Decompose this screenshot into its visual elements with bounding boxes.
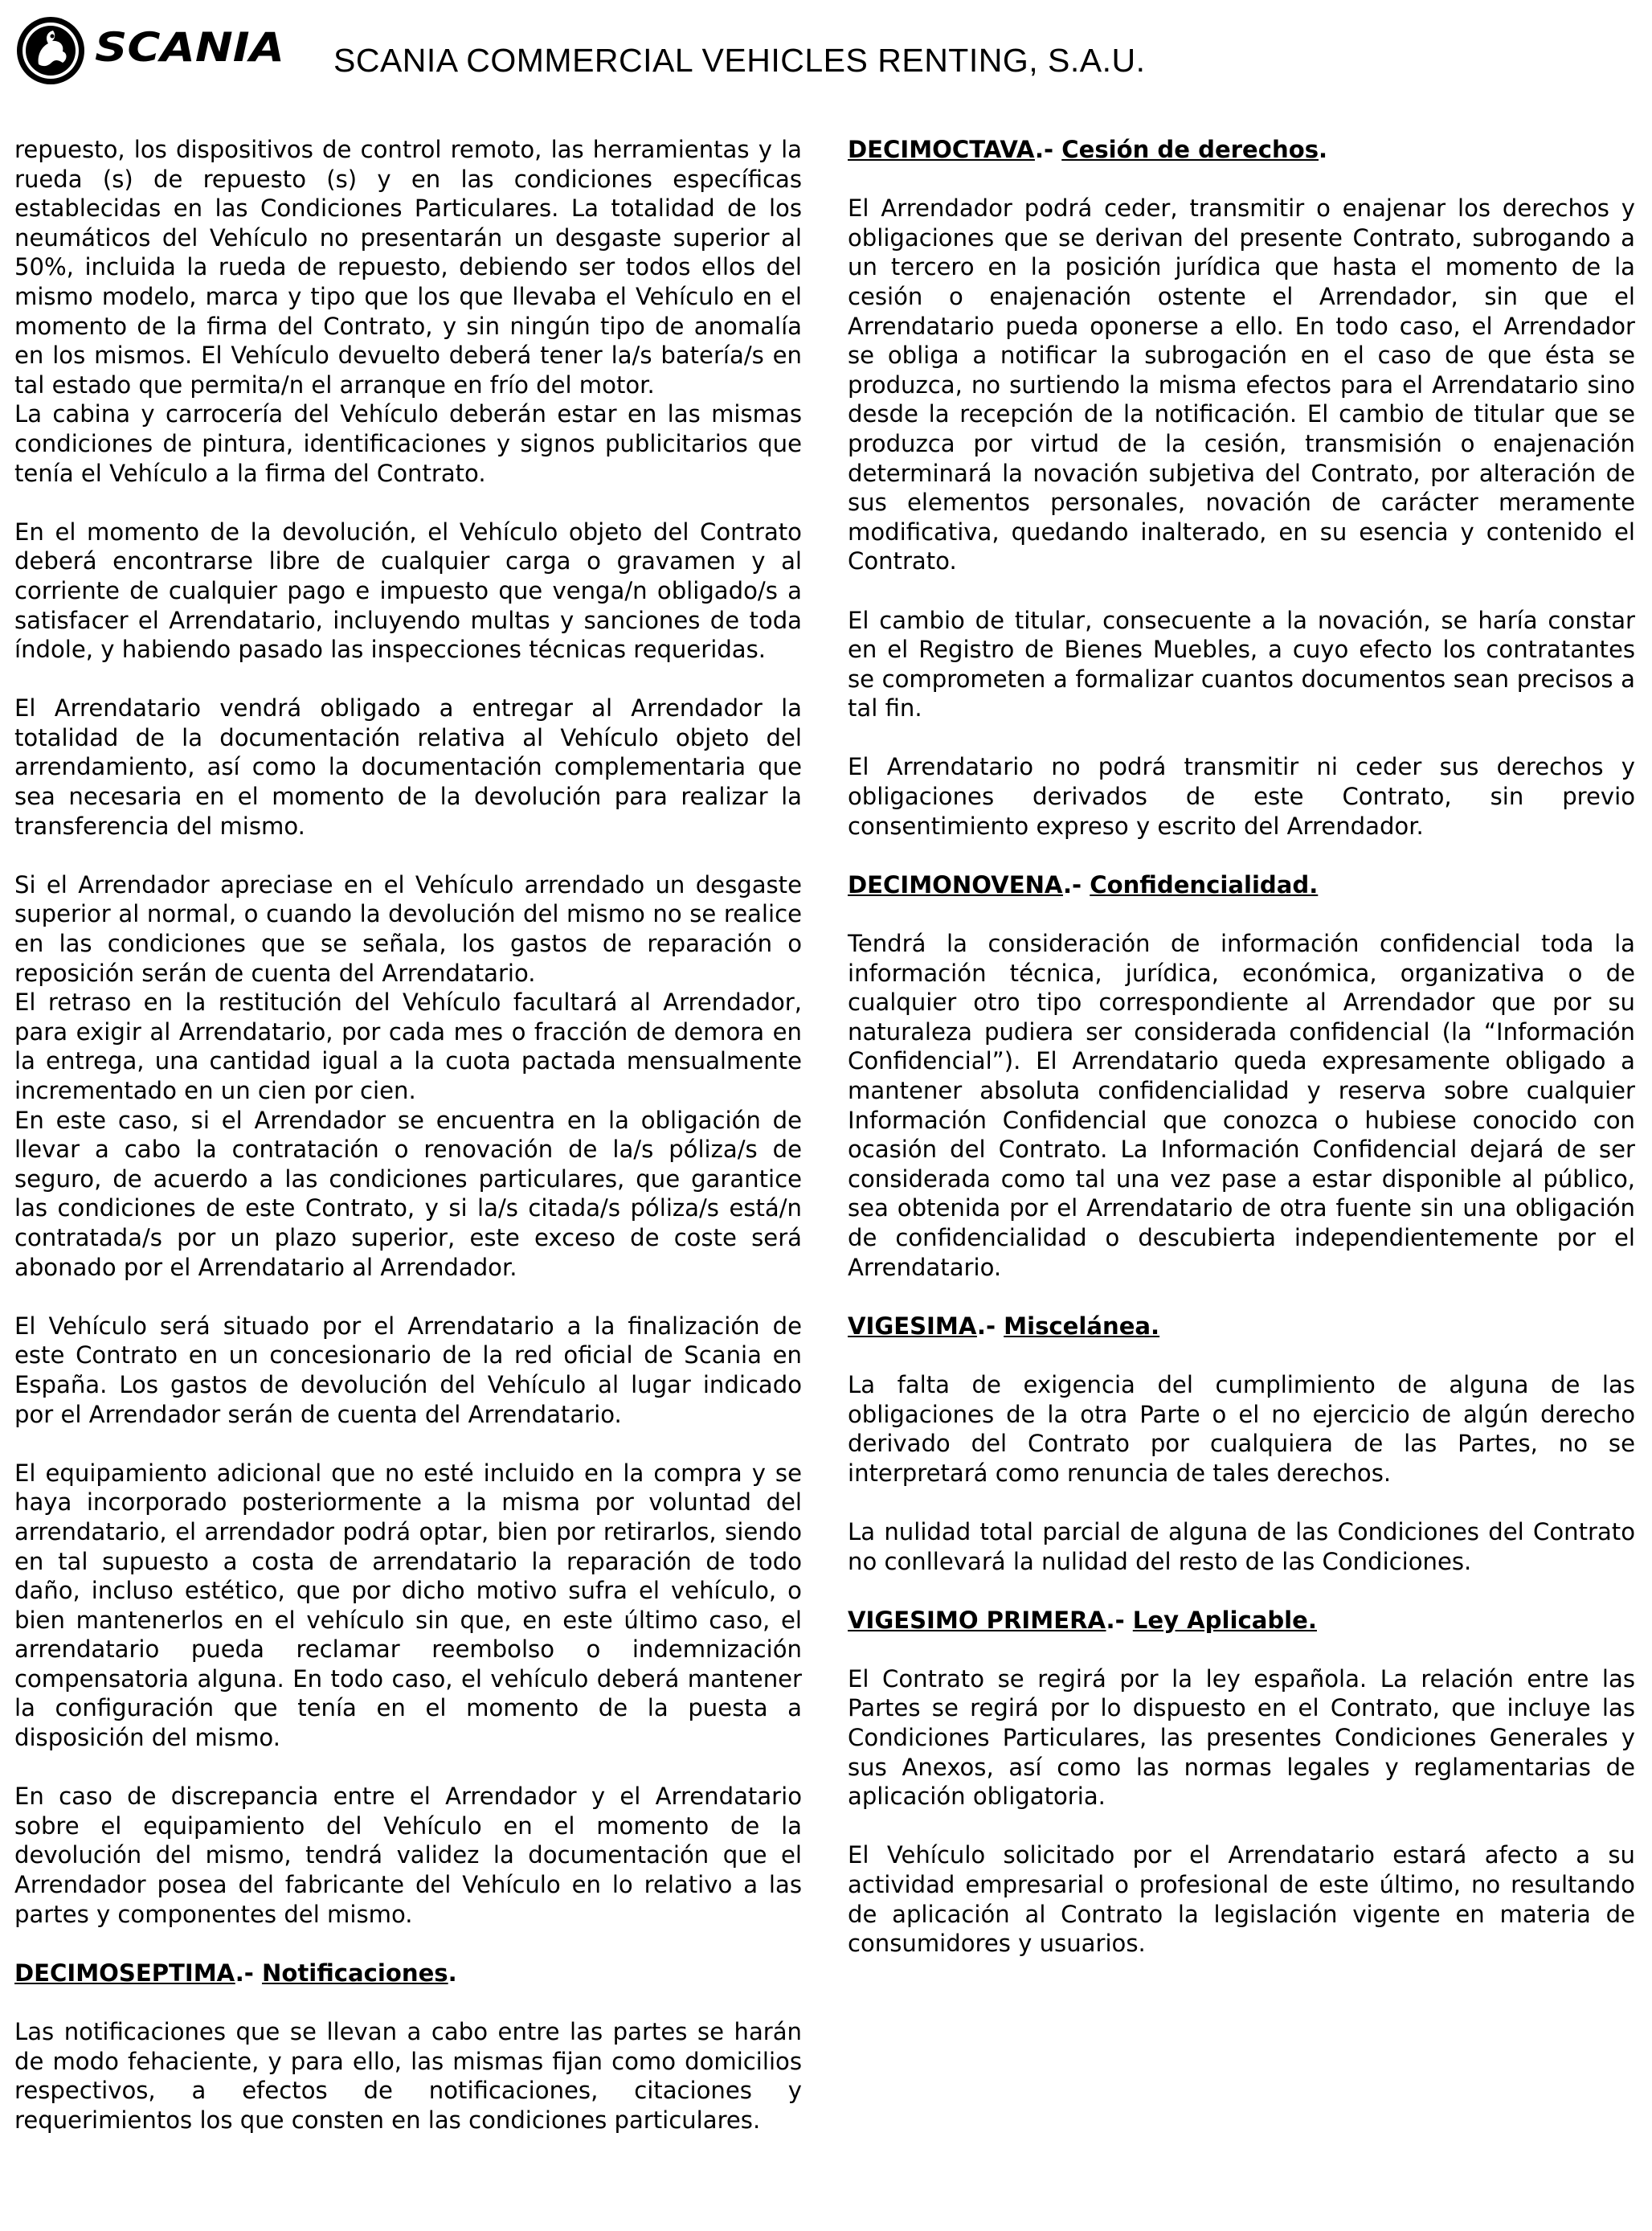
paragraph: Tendrá la consideración de información confidencial toda la información técnica, jurídica, económica, organizativa o de cualquier otro tipo correspondiente al Arrendador que por su naturaleza pudiera ser considerada confidencial (la “Información Confidencial”). El Arrendatario queda expresamente obligado a mantener absoluta confidencialidad y reserva sobre cualquier Información Confidencial que conozca o hubiese conocido con ocasión del Contrato. La Información Confidencial dejará de ser considerada como tal una vez pase a estar disponible al público, sea obtenida por el Arrendatario de otra fuente sin una obligación de confidencialidad o descubierta independientemente por el Arrendatario. <box>848 930 1635 1281</box>
paragraph: En el momento de la devolución, el Vehículo objeto del Contrato deberá encontrarse libre de cualquier carga o gravamen y al corriente de cualquier pago e impuesto que venga/n obligado/s a satisfacer el Arrendatario, incluyendo multas y sanciones de toda índole, y habiendo pasado las inspecciones técnicas requeridas. <box>14 518 802 664</box>
scania-griffin-emblem-icon <box>14 14 87 87</box>
paragraph: En este caso, si el Arrendador se encuentra en la obligación de llevar a cabo la contratación o renovación de la/s póliza/s de seguro, de acuerdo a las condiciones particulares, que garantice las condiciones de este Contrato, y si la/s citada/s póliza/s está/n contratada/s por un plazo superior, este exceso de coste será abonado por el Arrendatario al Arrendador. <box>14 1106 802 1281</box>
left-column <box>14 135 802 2164</box>
paragraph: La falta de exigencia del cumplimiento de alguna de las obligaciones de la otra Parte o el no ejercicio de algún derecho derivado del Contrato por cualquiera de las Partes, no se interpretará como renuncia de tales derechos. <box>848 1370 1635 1487</box>
paragraph: El Arrendador podrá ceder, transmitir o enajenar los derechos y obligaciones que se derivan del presente Contrato, subrogando a un tercero en la posición jurídica que hasta el momento de la cesión o enajenación ostente el Arrendador, sin que el Arrendatario pueda oponerse a ello. En todo caso, el Arrendador se obliga a notificar la subrogación en el caso de que ésta se produzca, no surtiendo la misma efectos para el Arrendatario sino desde la recepción de la notificación. El cambio de titular que se produzca por virtud de la cesión, transmisión o enajenación determinará la novación subjetiva del Contrato, por alteración de sus elementos personales, novación de carácter meramente modificativa, quedando inalterado, en su esencia y contenido el Contrato. <box>848 194 1635 575</box>
paragraph: El equipamiento adicional que no esté incluido en la compra y se haya incorporado posteriormente a la misma por voluntad del arrendatario, el arrendador podrá optar, bien por retirarlos, siendo en tal supuesto a costa de arrendatario la reparación de todo daño, incluso estético, que por dicho motivo sufra el vehículo, o bien mantenerlos en el vehículo sin que, en este último caso, el arrendatario pueda reclamar reembolso o indemnización compensatoria alguna. En todo caso, el vehículo deberá mantener la configuración que tenía en el momento de la puesta a disposición del mismo. <box>14 1459 802 1752</box>
paragraph: El Vehículo solicitado por el Arrendatario estará afecto a su actividad empresarial o profesional de este último, no resultando de aplicación al Contrato la legislación vigente en materia de consumidores y usuarios. <box>848 1841 1635 1958</box>
paragraph: Las notificaciones que se llevan a cabo entre las partes se harán de modo fehaciente, y para ello, las mismas fijan como domicilios respectivos, a efectos de notificaciones, citaciones y requerimientos los que consten en las condiciones particulares. <box>14 2018 802 2134</box>
company-title: SCANIA COMMERCIAL VEHICLES RENTING, S.A.U. <box>333 42 1146 79</box>
paragraph: Si el Arrendador apreciase en el Vehículo arrendado un desgaste superior al normal, o cuando la devolución del mismo no se realice en las condiciones que se señala, los gastos de reparación o reposición serán de cuenta del Arrendatario. <box>14 870 802 987</box>
paragraph: La cabina y carrocería del Vehículo deberán estar en las mismas condiciones de pintura, identificaciones y signos publicitarios que tenía el Vehículo a la firma del Contrato. <box>14 400 802 487</box>
section-heading-decimonovena: DECIMONOVENA.- Confidencialidad. <box>848 870 1319 899</box>
right-column <box>848 135 1635 1987</box>
paragraph: El Contrato se regirá por la ley española. La relación entre las Partes se regirá por lo dispuesto en el Contrato, que incluye las Condiciones Particulares, las presentes Condiciones Generales y sus Anexos, así como las normas legales y reglamentarias de aplicación obligatoria. <box>848 1664 1635 1811</box>
section-heading-decimoctava: DECIMOCTAVA.- Cesión de derechos. <box>848 136 1328 163</box>
paragraph: repuesto, los dispositivos de control remoto, las herramientas y la rueda (s) de repuesto (s) y en las condiciones específicas establecidas en las Condiciones Particulares. La totalidad de los neumáticos del Vehículo no presentarán un desgaste superior al 50%, incluida la rueda de repuesto, debiendo ser todos ellos del mismo modelo, marca y tipo que los que llevaba el Vehículo en el momento de la firma del Contrato, y sin ningún tipo de anomalía en los mismos. El Vehículo devuelto deberá tener la/s batería/s en tal estado que permita/n el arranque en frío del motor. <box>14 136 802 399</box>
scania-wordmark <box>95 24 288 71</box>
svg-text:SCANIA: SCANIA <box>95 24 284 71</box>
section-heading-vigesimo-primera: VIGESIMO PRIMERA.- Ley Aplicable. <box>848 1606 1317 1634</box>
paragraph: En caso de discrepancia entre el Arrendador y el Arrendatario sobre el equipamiento del Vehículo en el momento de la devolución del mismo, tendrá validez la documentación que el Arrendador posea del fabricante del Vehículo en lo relativo a las partes y componentes del mismo. <box>14 1783 802 1928</box>
section-heading-decimoseptima: DECIMOSEPTIMA.- Notificaciones. <box>14 1959 457 1987</box>
paragraph: El Vehículo será situado por el Arrendatario a la finalización de este Contrato en un concesionario de la red oficial de Scania en España. Los gastos de devolución del Vehículo al lugar indicado por el Arrendador serán de cuenta del Arrendatario. <box>14 1312 802 1428</box>
paragraph: El Arrendatario no podrá transmitir ni ceder sus derechos y obligaciones derivados de este Contrato, sin previo consentimiento expreso y escrito del Arrendador. <box>848 753 1635 840</box>
section-heading-vigesima: VIGESIMA.- Miscelánea. <box>848 1312 1160 1340</box>
paragraph: El cambio de titular, consecuente a la novación, se haría constar en el Registro de Bienes Muebles, a cuyo efecto los contratantes se comprometen a formalizar cuantos documentos sean precisos a tal fin. <box>848 606 1635 723</box>
paragraph: El Arrendatario vendrá obligado a entregar al Arrendador la totalidad de la documentación relativa al Vehículo objeto del arrendamiento, así como la documentación complementaria que sea necesaria en el momento de la devolución para realizar la transferencia del mismo. <box>14 694 802 840</box>
paragraph: La nulidad total parcial de alguna de las Condiciones del Contrato no conllevará la nulidad del resto de las Condiciones. <box>848 1517 1635 1575</box>
page-header <box>0 0 1652 137</box>
paragraph: El retraso en la restitución del Vehículo facultará al Arrendador, para exigir al Arrendatario, por cada mes o fracción de demora en la entrega, una cantidad igual a la cuota pactada mensualmente incrementado en un cien por cien. <box>14 989 802 1104</box>
